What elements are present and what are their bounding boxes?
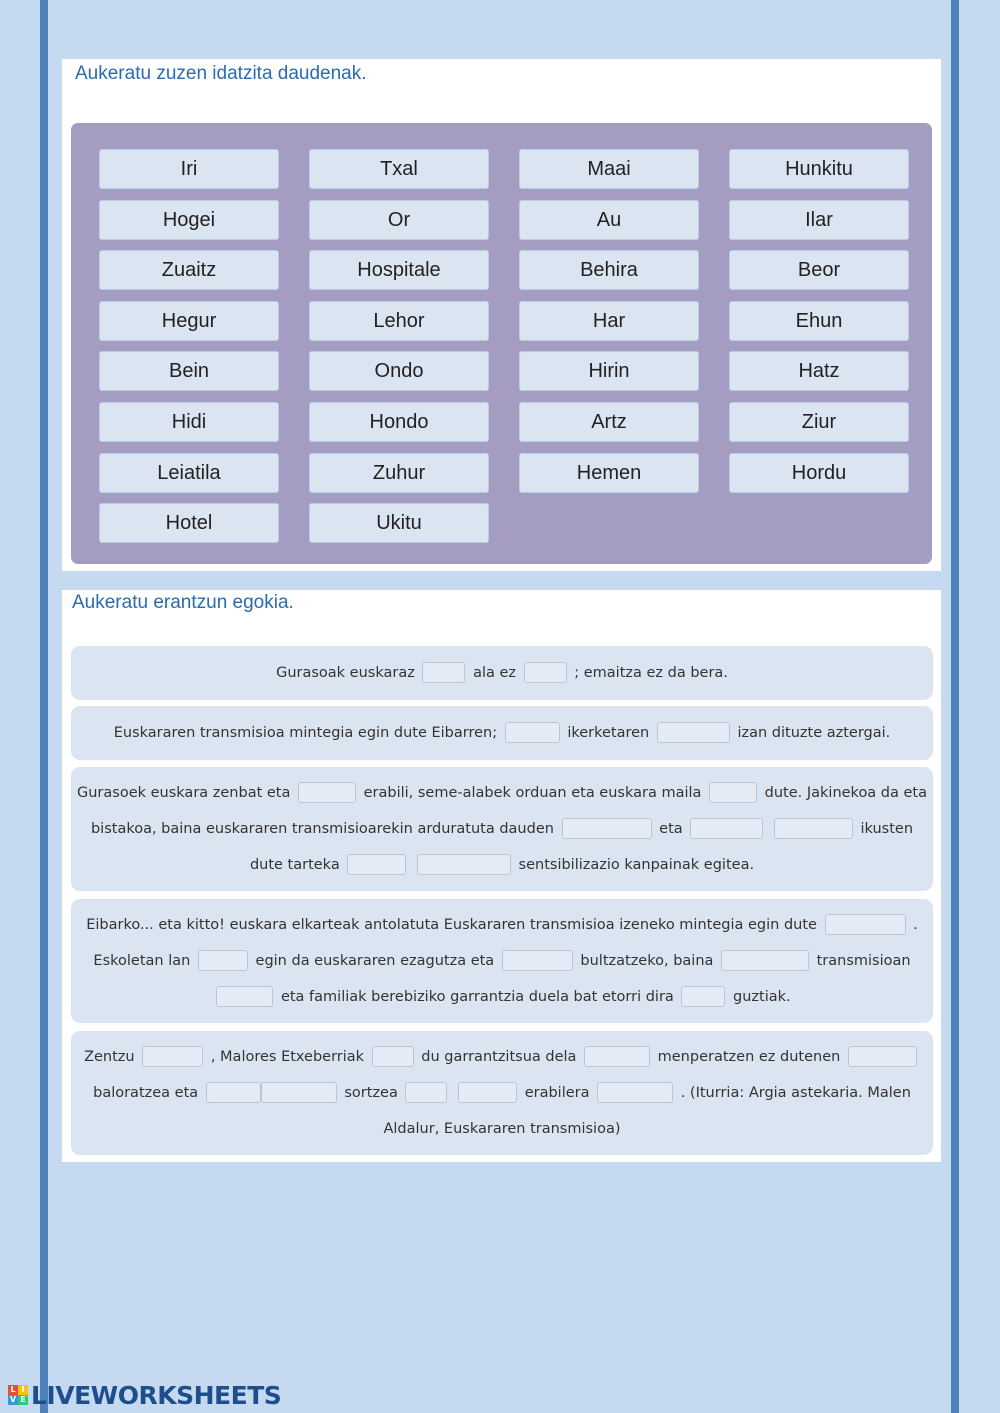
logo-icon-tile: V [9, 1395, 17, 1404]
sentence-text: . (Iturria: Argia astekaria. Malen Aldalur, Euskararen transmisioa) [383, 1085, 911, 1137]
word-option-11[interactable]: Beor [729, 250, 909, 290]
word-option-25[interactable]: Zuhur [309, 453, 489, 493]
word-option-20[interactable]: Hidi [99, 402, 279, 442]
right-border-bar [951, 0, 959, 1413]
word-option-18[interactable]: Hirin [519, 351, 699, 391]
word-option-1[interactable]: Txal [309, 149, 489, 189]
answer-blank[interactable] [774, 818, 853, 839]
answer-blank[interactable] [458, 1082, 517, 1103]
sentence-text: ikusten dute tarteka [249, 821, 914, 873]
word-option-6[interactable]: Au [519, 200, 699, 240]
sentence-text: Eibarko... eta kitto! euskara elkarteak antolatuta Euskararen transmisioa izeneko mintegia egin dute [86, 917, 817, 933]
sentence-text: ala ez [473, 665, 517, 681]
answer-blank[interactable] [417, 854, 511, 875]
answer-blank[interactable] [216, 986, 273, 1007]
word-option-19[interactable]: Hatz [729, 351, 909, 391]
liveworksheets-logo [8, 1381, 281, 1409]
sentence-text: Gurasoek euskara zenbat eta [77, 785, 291, 801]
answer-blank[interactable] [709, 782, 757, 803]
activity1-panel [62, 59, 941, 571]
word-option-14[interactable]: Har [519, 301, 699, 341]
word-option-3[interactable]: Hunkitu [729, 149, 909, 189]
answer-blank[interactable] [721, 950, 809, 971]
word-option-12[interactable]: Hegur [99, 301, 279, 341]
word-option-4[interactable]: Hogei [99, 200, 279, 240]
sentence-text: eta familiak berebiziko garrantzia duela bat etorri dira [280, 989, 674, 1005]
sentence-text: . Eskoletan lan [93, 917, 918, 969]
word-option-21[interactable]: Hondo [309, 402, 489, 442]
word-option-26[interactable]: Hemen [519, 453, 699, 493]
sentence-text: Zentzu [84, 1049, 135, 1065]
word-option-28[interactable]: Hotel [99, 503, 279, 543]
word-option-16[interactable]: Bein [99, 351, 279, 391]
sentence-text: dute. Jakinekoa da eta bistakoa, baina euskararen transmisioarekin arduratuta dauden [90, 785, 927, 837]
activity2-title: Aukeratu erantzun egokia. [72, 592, 294, 613]
answer-blank[interactable] [347, 854, 406, 875]
answer-blank[interactable] [372, 1046, 414, 1067]
word-option-10[interactable]: Behira [519, 250, 699, 290]
answer-blank[interactable] [142, 1046, 203, 1067]
activity1-title: Aukeratu zuzen idatzita daudenak. [75, 63, 367, 84]
logo-icon-tile: L [8, 1385, 18, 1395]
word-option-17[interactable]: Ondo [309, 351, 489, 391]
answer-blank[interactable] [825, 914, 906, 935]
word-option-23[interactable]: Ziur [729, 402, 909, 442]
liveworksheets-logo-icon [8, 1385, 28, 1405]
word-option-8[interactable]: Zuaitz [99, 250, 279, 290]
sentence-text: ikerketaren [567, 725, 650, 741]
word-choice-grid [71, 123, 932, 564]
sentence-text: Euskararen transmisioa mintegia egin dute Eibarren; [113, 725, 498, 741]
sentence-text: bultzatzeko, baina [580, 953, 714, 969]
answer-blank[interactable] [206, 1082, 261, 1103]
answer-blank[interactable] [584, 1046, 650, 1067]
answer-blank[interactable] [524, 662, 567, 683]
word-option-22[interactable]: Artz [519, 402, 699, 442]
sentence-5 [71, 1031, 933, 1155]
sentence-text: Gurasoak euskaraz [276, 665, 415, 681]
word-option-24[interactable]: Leiatila [99, 453, 279, 493]
sentence-text: egin da euskararen ezagutza eta [255, 953, 495, 969]
answer-blank[interactable] [690, 818, 763, 839]
sentence-text: , Malores Etxeberriak [210, 1049, 365, 1065]
answer-blank[interactable] [597, 1082, 673, 1103]
answer-blank[interactable] [681, 986, 725, 1007]
answer-blank[interactable] [405, 1082, 447, 1103]
liveworksheets-logo-text: LIVEWORKSHEETS [31, 1380, 282, 1410]
sentence-text: eta [659, 821, 683, 837]
answer-blank[interactable] [422, 662, 465, 683]
answer-blank[interactable] [298, 782, 356, 803]
sentence-text: du garrantzitsua dela [421, 1049, 577, 1065]
word-option-0[interactable]: Iri [99, 149, 279, 189]
word-option-29[interactable]: Ukitu [309, 503, 489, 543]
answer-blank[interactable] [562, 818, 652, 839]
word-option-9[interactable]: Hospitale [309, 250, 489, 290]
sentence-text: transmisioan [816, 953, 911, 969]
sentence-text: sortzea [344, 1085, 398, 1101]
word-option-27[interactable]: Hordu [729, 453, 909, 493]
word-option-7[interactable]: Ilar [729, 200, 909, 240]
sentence-text: baloratzea eta [93, 1085, 199, 1101]
answer-blank[interactable] [505, 722, 560, 743]
logo-icon-tile: I [18, 1385, 28, 1395]
word-option-15[interactable]: Ehun [729, 301, 909, 341]
answer-blank[interactable] [261, 1082, 337, 1103]
sentence-2 [71, 706, 933, 760]
word-option-13[interactable]: Lehor [309, 301, 489, 341]
answer-blank[interactable] [198, 950, 248, 971]
answer-blank[interactable] [657, 722, 730, 743]
answer-blank[interactable] [502, 950, 573, 971]
activity2-panel [62, 590, 941, 1162]
sentence-text: sentsibilizazio kanpainak egitea. [518, 857, 755, 873]
logo-icon-tile: E [18, 1395, 28, 1405]
sentence-text: menperatzen ez dutenen [657, 1049, 841, 1065]
sentence-text: erabili, seme-alabek orduan eta euskara maila [363, 785, 702, 801]
sentence-text: guztiak. [733, 989, 791, 1005]
sentence-text: ; emaitza ez da bera. [574, 665, 728, 681]
sentence-text: izan dituzte aztergai. [737, 725, 891, 741]
word-option-2[interactable]: Maai [519, 149, 699, 189]
sentence-4 [71, 899, 933, 1023]
sentence-text: erabilera [524, 1085, 590, 1101]
word-option-5[interactable]: Or [309, 200, 489, 240]
sentence-1 [71, 646, 933, 700]
answer-blank[interactable] [848, 1046, 917, 1067]
left-border-bar [40, 0, 48, 1413]
sentence-3 [71, 767, 933, 891]
